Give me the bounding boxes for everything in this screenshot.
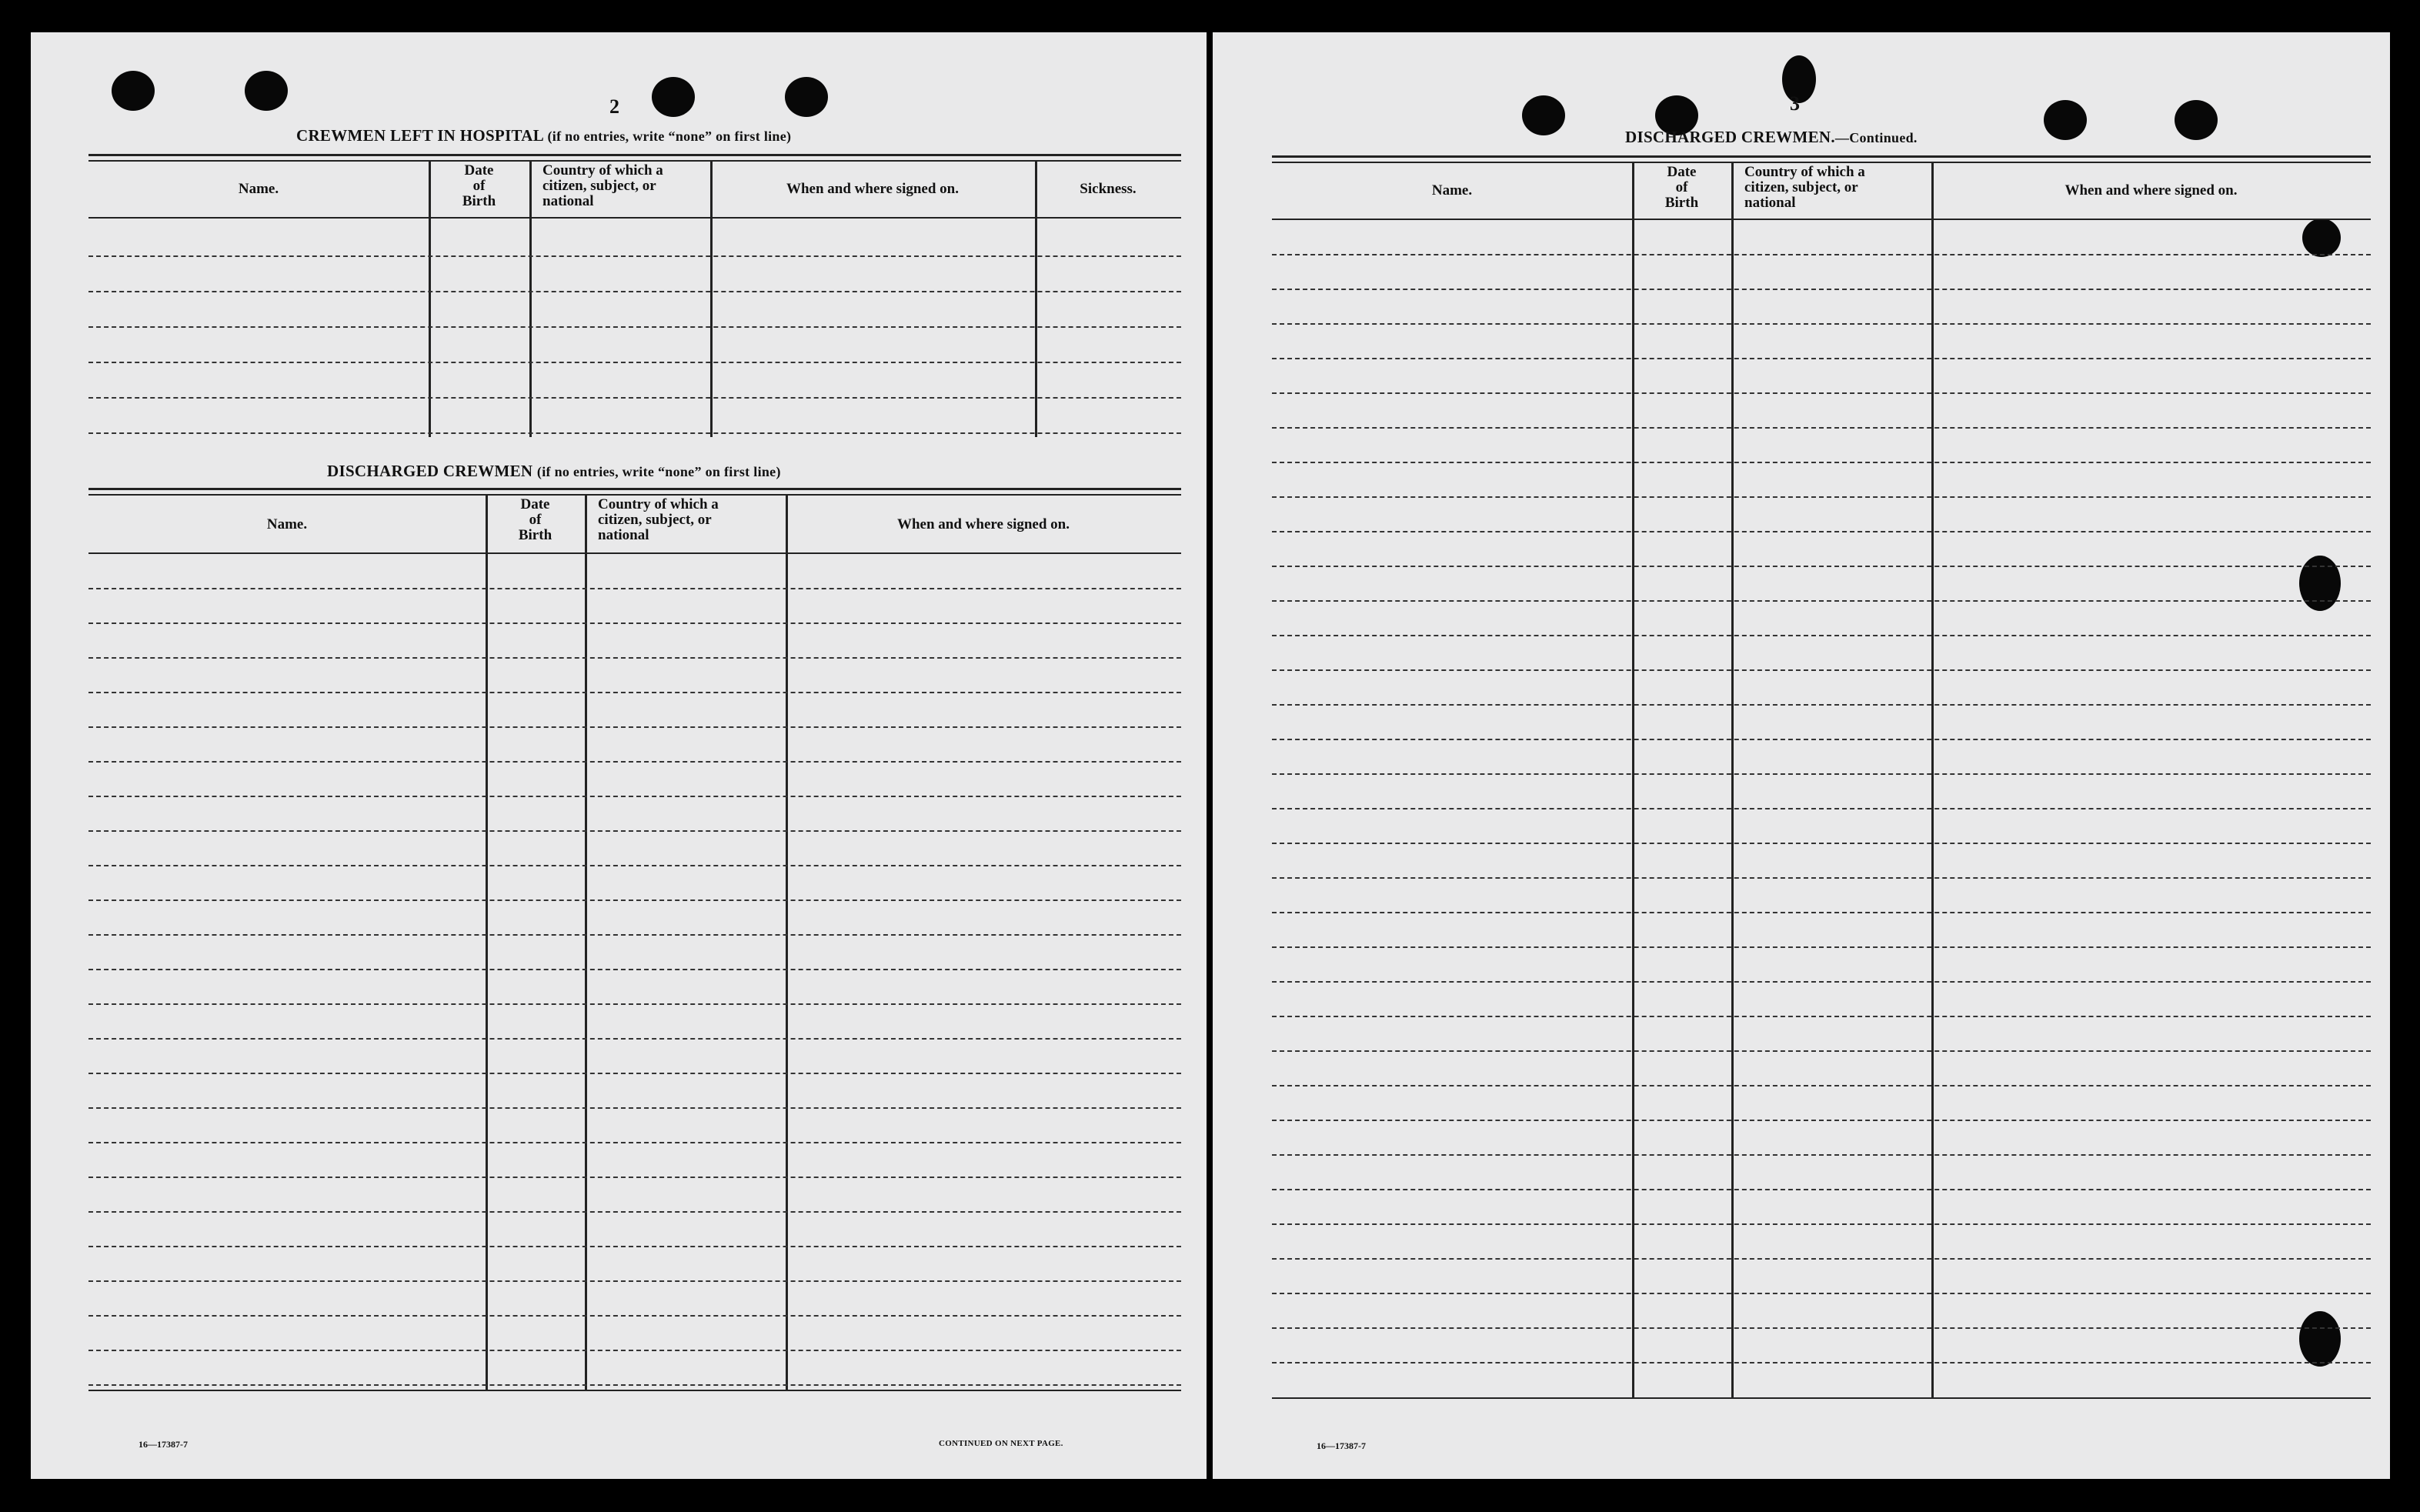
column-header-country: Country of which a citizen, subject, or national (598, 496, 719, 543)
section-caption-hospital (296, 126, 791, 145)
entry-line (88, 1038, 1181, 1040)
entry-line (1272, 566, 2371, 567)
entry-line (1272, 289, 2371, 290)
punch-hole (652, 77, 695, 117)
entry-line (88, 1107, 1181, 1109)
punch-hole (112, 71, 155, 111)
entry-line (1272, 773, 2371, 775)
entry-line (1272, 877, 2371, 879)
entry-line (88, 1003, 1181, 1005)
section-subtitle: —Continued. (1834, 130, 1918, 145)
entry-line (1272, 1223, 2371, 1225)
entry-line (88, 588, 1181, 589)
entry-line (1272, 946, 2371, 948)
entry-line (1272, 704, 2371, 706)
entry-line (1272, 1189, 2371, 1190)
punch-hole (1522, 95, 1565, 135)
entry-line (88, 291, 1181, 292)
column-divider (1035, 160, 1037, 437)
entry-line (1272, 1120, 2371, 1121)
column-divider (486, 494, 488, 1390)
page-number: 3 (1790, 92, 1800, 115)
entry-line (1272, 739, 2371, 740)
entry-line (88, 397, 1181, 399)
column-header-birth: Date of Birth (518, 496, 552, 543)
entry-line (1272, 635, 2371, 636)
column-divider (786, 494, 788, 1390)
column-header-signed-on: When and where signed on. (2065, 182, 2238, 199)
table-bottom-rule (88, 1390, 1181, 1391)
form-page-left (31, 32, 1207, 1479)
header-bottom-rule (88, 552, 1181, 554)
table-bottom-rule (1272, 1397, 2371, 1399)
entry-line (1272, 254, 2371, 255)
discharged-table (88, 488, 1181, 1428)
entry-line (88, 1350, 1181, 1351)
entry-line (88, 1177, 1181, 1178)
column-header-country: Country of which a citizen, subject, or national (542, 162, 663, 209)
entry-line (88, 865, 1181, 866)
section-subtitle: (if no entries, write “none” on first line) (547, 129, 792, 144)
section-title: DISCHARGED CREWMEN. (1625, 128, 1835, 146)
discharged-continued-table (1272, 155, 2371, 1433)
section-caption-discharged-continued (1625, 128, 1918, 147)
column-divider (1731, 162, 1734, 1397)
entry-line (88, 692, 1181, 693)
entry-line (1272, 808, 2371, 809)
section-title: DISCHARGED CREWMEN (327, 462, 533, 480)
table-top-rule (88, 488, 1181, 490)
entry-line (88, 900, 1181, 901)
form-number: 16—17387-7 (139, 1439, 188, 1450)
table-top-rule (1272, 155, 2371, 158)
entry-line (88, 326, 1181, 328)
entry-line (88, 622, 1181, 624)
table-top-rule (1272, 162, 2371, 163)
entry-line (1272, 1362, 2371, 1363)
column-divider (1632, 162, 1634, 1397)
punch-hole (2175, 100, 2218, 140)
entry-line (88, 934, 1181, 936)
header-bottom-rule (88, 217, 1181, 219)
entry-line (1272, 1016, 2371, 1017)
entry-line (88, 1073, 1181, 1074)
column-header-birth: Date of Birth (462, 162, 496, 209)
column-header-sickness: Sickness. (1080, 181, 1137, 197)
entry-line (88, 1315, 1181, 1317)
column-header-signed-on: When and where signed on. (896, 516, 1070, 532)
header-bottom-rule (1272, 219, 2371, 220)
entry-line (88, 255, 1181, 257)
hospital-table (88, 154, 1181, 471)
entry-line (1272, 531, 2371, 532)
entry-line (1272, 843, 2371, 844)
entry-line (1272, 323, 2371, 325)
entry-line (88, 1142, 1181, 1143)
column-header-name: Name. (238, 181, 279, 197)
entry-line (1272, 669, 2371, 671)
entry-line (88, 1246, 1181, 1247)
entry-line (1272, 496, 2371, 498)
entry-line (1272, 1085, 2371, 1086)
entry-line (88, 1280, 1181, 1282)
section-subtitle: (if no entries, write “none” on first line) (536, 464, 781, 479)
entry-line (88, 1384, 1181, 1386)
entry-line (1272, 981, 2371, 983)
column-header-birth: Date of Birth (1664, 164, 1699, 211)
entry-line (88, 657, 1181, 659)
punch-hole (785, 77, 828, 117)
table-top-rule (88, 160, 1181, 162)
column-header-country: Country of which a citizen, subject, or national (1744, 164, 1865, 211)
entry-line (1272, 1327, 2371, 1329)
entry-line (1272, 1293, 2371, 1294)
continued-note: CONTINUED ON NEXT PAGE. (939, 1439, 1063, 1448)
entry-line (88, 1211, 1181, 1213)
entry-line (1272, 358, 2371, 359)
entry-line (1272, 427, 2371, 429)
form-number: 16—17387-7 (1317, 1440, 1366, 1451)
entry-line (1272, 1258, 2371, 1260)
entry-line (88, 969, 1181, 970)
entry-line (1272, 1154, 2371, 1156)
entry-line (1272, 392, 2371, 394)
entry-line (1272, 912, 2371, 913)
table-top-rule (88, 494, 1181, 496)
column-divider (1931, 162, 1934, 1397)
entry-line (88, 432, 1181, 434)
form-page-right (1213, 32, 2390, 1479)
entry-line (88, 796, 1181, 797)
column-header-signed-on: When and where signed on. (786, 181, 959, 197)
section-caption-discharged (327, 462, 781, 481)
entry-line (1272, 1050, 2371, 1052)
section-title: CREWMEN LEFT IN HOSPITAL (296, 126, 543, 145)
table-top-rule (88, 154, 1181, 156)
column-header-name: Name. (266, 516, 308, 532)
entry-line (88, 726, 1181, 728)
entry-line (1272, 600, 2371, 602)
page-number: 2 (609, 95, 619, 118)
punch-hole (2044, 100, 2087, 140)
entry-line (88, 830, 1181, 832)
entry-line (1272, 462, 2371, 463)
entry-line (88, 761, 1181, 763)
entry-line (88, 362, 1181, 363)
column-divider (585, 494, 587, 1390)
column-header-name: Name. (1431, 182, 1473, 199)
column-divider (529, 160, 532, 437)
punch-hole (245, 71, 288, 111)
